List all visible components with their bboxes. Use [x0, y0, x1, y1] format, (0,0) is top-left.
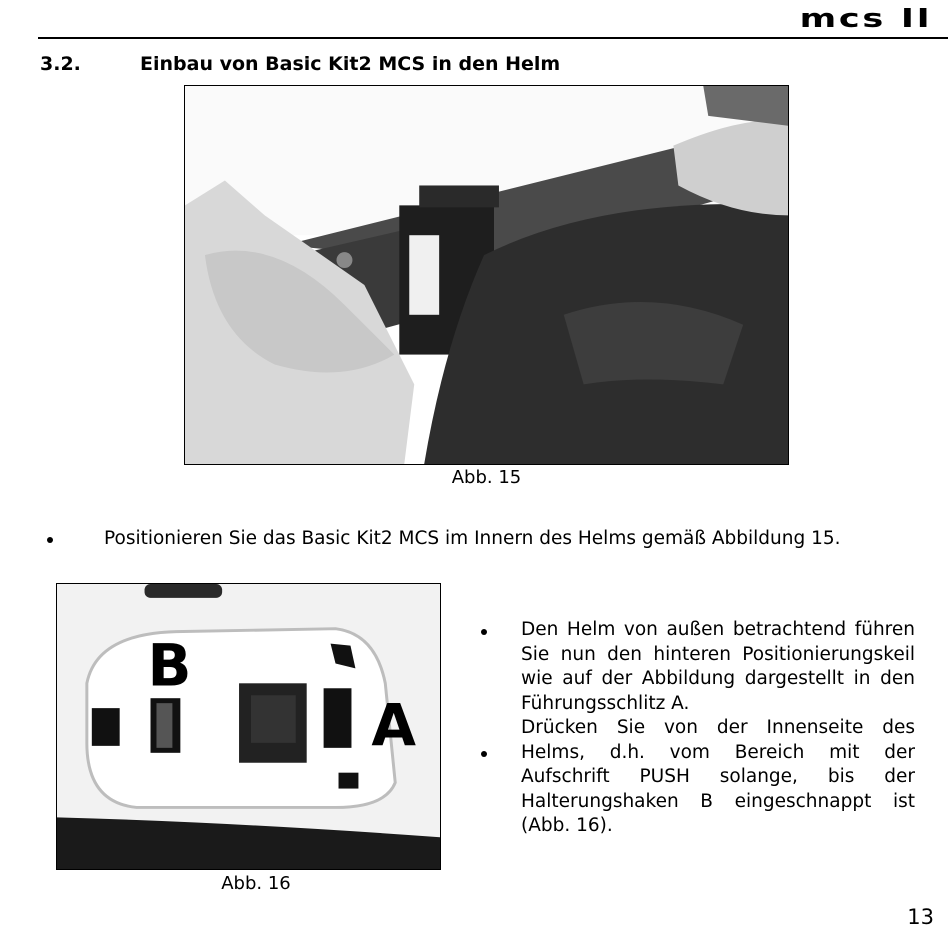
figure-15-caption: Abb. 15 — [451, 467, 522, 488]
side-bullet-item: Drücken Sie von der Innenseite des Helms, d.h. vom Bereich mit der Aufschrift PUSH solange, bis der Halterungshaken B eingeschnappt ist (Abb. 16). — [521, 717, 915, 836]
section-title: Einbau von Basic Kit2 MCS in den Helm — [140, 53, 561, 75]
figure-15-photo — [184, 85, 789, 465]
figure-15-illustration — [185, 86, 788, 464]
section-number: 3.2. — [40, 53, 81, 75]
side-bullet-item: Den Helm von außen betrachtend führen Sie nun den hinteren Positionierungskeil wie auf der Abbildung dargestellt in den Führungsschlitz A. — [521, 619, 915, 714]
figure-16-photo — [56, 583, 441, 870]
figure-16-illustration — [57, 584, 440, 869]
side-bullet-list — [521, 618, 915, 839]
bullet-marker — [47, 537, 53, 543]
figure-16-label-a: A — [371, 690, 417, 759]
instruction-text: Positionieren Sie das Basic Kit2 MCS im Innern des Helms gemäß Abbildung 15. — [104, 528, 841, 549]
bullet-marker — [481, 751, 487, 757]
page-number: 13 — [907, 905, 934, 929]
brand-logo: mcs II — [799, 4, 932, 34]
header-rule — [38, 37, 948, 39]
bullet-marker — [481, 629, 487, 635]
figure-16-label-b: B — [147, 631, 192, 700]
figure-16-caption: Abb. 16 — [221, 873, 291, 894]
